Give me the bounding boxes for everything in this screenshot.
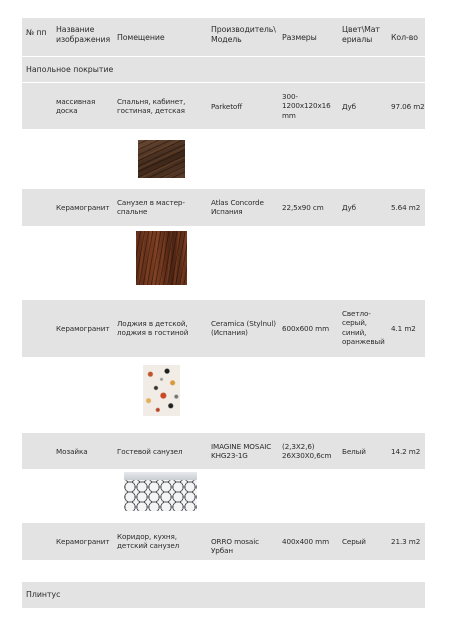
table-row [22,189,425,226]
table-row [22,433,425,469]
terrazzo-image [143,365,180,416]
hex-mosaic-image [124,472,197,511]
cell-room: Лоджия в детской, лоджия в гостиной [117,319,189,338]
table-row [22,83,425,129]
cell-size: 22,5х90 cm [282,203,324,212]
header-room: Помещение [117,33,165,42]
table-header [22,18,425,56]
wood-porcelain-image [136,231,187,285]
header-num: № пп [26,28,47,37]
cell-maker: IMAGINE MOSAIC KHG23-1G [211,442,272,461]
header-size: Размеры [282,33,317,42]
cell-qty: 97.06 m2 [391,102,425,111]
section-floor-label: Напольное покрытие [26,65,114,74]
cell-name: Керамогранит [56,537,110,546]
cell-size: 600х600 mm [282,324,329,333]
header-name: Название изображения [56,25,111,45]
cell-maker: Ceramica (Stylnul) (Испания) [211,319,276,338]
cell-maker: ORRO mosaic Урбан [211,537,259,556]
wood-parquet-image [138,140,185,178]
header-qty: Кол-во [391,33,418,42]
cell-color: Дуб [342,102,357,111]
cell-color: Светло-серый, синий, оранжевый [342,309,385,347]
cell-qty: 14.2 m2 [391,447,421,456]
cell-name: массивная доска [56,97,96,116]
cell-qty: 4.1 m2 [391,324,416,333]
cell-maker: Parketoff [211,102,243,111]
cell-size: (2,3Х2,6) 26Х30Х0,6cm [282,442,332,461]
table-row [22,523,425,560]
cell-room: Гостевой санузел [117,447,183,456]
cell-room: Санузел в мастер-спальне [117,198,185,217]
mosaic-wall-strip [124,472,197,480]
cell-size: 400х400 mm [282,537,329,546]
cell-color: Дуб [342,203,357,212]
cell-qty: 21.3 m2 [391,537,421,546]
cell-name: Керамогранит [56,203,110,212]
header-maker: Производитель\ Модель [211,25,276,45]
cell-maker: Atlas Concorde Испания [211,198,264,217]
cell-color: Серый [342,537,366,546]
table-row [22,300,425,357]
cell-name: Мозайка [56,447,88,456]
cell-room: Спальня, кабинет, гостиная, детская [117,97,186,116]
cell-size: 300-1200х120х16 mm [282,92,331,120]
section-plinth [22,582,425,608]
cell-qty: 5.64 m2 [391,203,421,212]
cell-room: Коридор, кухня, детский санузел [117,532,180,551]
section-floor [22,57,425,82]
section-plinth-label: Плинтус [26,590,61,599]
cell-color: Белый [342,447,366,456]
header-color: Цвет\Мат ериалы [342,25,380,45]
cell-name: Керамогранит [56,324,110,333]
